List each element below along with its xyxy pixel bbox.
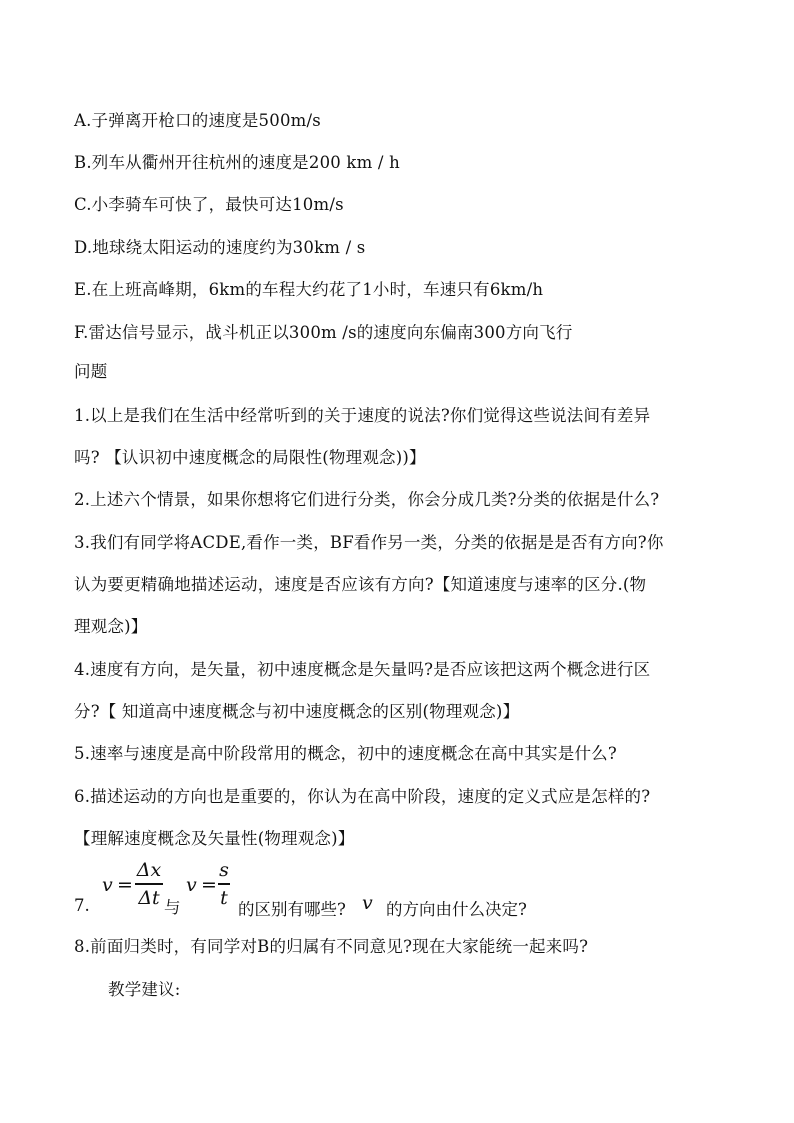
option-c: C.小李骑车可快了，最快可达10m/s	[74, 195, 344, 214]
question-1-line-2: 吗? 【认识初中速度概念的局限性(物理观念))】	[74, 448, 426, 467]
question-4-line-1: 4.速度有方向，是矢量，初中速度概念是矢量吗?是否应该把这两个概念进行区	[74, 660, 651, 679]
fraction-denominator: t	[220, 886, 228, 909]
question-6-line-2: 【理解速度概念及矢量性(物理观念)】	[74, 829, 355, 848]
option-e: E.在上班高峰期，6km的车程大约花了1小时，车速只有6km/h	[74, 280, 544, 299]
question-6-line-1: 6.描述运动的方向也是重要的，你认为在高中阶段，速度的定义式应是怎样的?	[74, 787, 651, 806]
option-a: A.子弹离开枪口的速度是500m/s	[74, 111, 321, 130]
option-b: B.列车从衢州开往杭州的速度是200 km / h	[74, 153, 400, 172]
fraction-s-over-t	[218, 858, 230, 910]
velocity-symbol: v	[102, 874, 113, 896]
fraction-denominator: Δt	[138, 886, 160, 909]
teaching-suggestion: 教学建议:	[108, 980, 181, 999]
question-5: 5.速率与速度是高中阶段常用的概念，初中的速度概念在高中其实是什么?	[74, 744, 617, 763]
velocity-symbol: v	[362, 892, 373, 914]
question-2: 2.上述六个情景，如果你想将它们进行分类，你会分成几类?分类的依据是什么?	[74, 490, 660, 509]
equals-sign: =	[201, 874, 217, 896]
fraction-numerator: s	[219, 859, 229, 881]
question-3-line-2: 认为要更精确地描述运动，速度是否应该有方向?【知道速度与速率的区分.(物	[74, 575, 647, 594]
question-8: 8.前面归类时，有同学对B的归属有不同意见?现在大家能统一起来吗?	[74, 937, 589, 956]
fraction-delta-x-over-delta-t	[135, 858, 163, 910]
fraction-bar	[218, 883, 230, 885]
equals-sign: =	[117, 874, 133, 896]
question-1-line-1: 1.以上是我们在生活中经常听到的关于速度的说法?你们觉得这些说法间有差异	[74, 406, 651, 425]
connector-text: 与	[164, 898, 181, 917]
question-7-text-1: 的区别有哪些?	[238, 900, 346, 919]
question-7	[74, 858, 714, 918]
fraction-bar	[135, 883, 163, 885]
option-f: F.雷达信号显示，战斗机正以300m /s的速度向东偏南300方向飞行	[74, 323, 573, 342]
question-4-line-2: 分?【 知道高中速度概念与初中速度概念的区别(物理观念)】	[74, 702, 520, 721]
question-7-number: 7.	[74, 896, 90, 915]
question-3-line-3: 理观念)】	[74, 617, 148, 636]
section-heading: 问题	[74, 362, 108, 381]
question-3-line-1: 3.我们有同学将ACDE,看作一类，BF看作另一类，分类的依据是是否有方向?你	[74, 533, 664, 552]
velocity-symbol: v	[186, 874, 197, 896]
fraction-numerator: Δx	[136, 859, 162, 881]
option-d: D.地球绕太阳运动的速度约为30km / s	[74, 238, 366, 257]
question-7-text-2: 的方向由什么决定?	[386, 900, 527, 919]
